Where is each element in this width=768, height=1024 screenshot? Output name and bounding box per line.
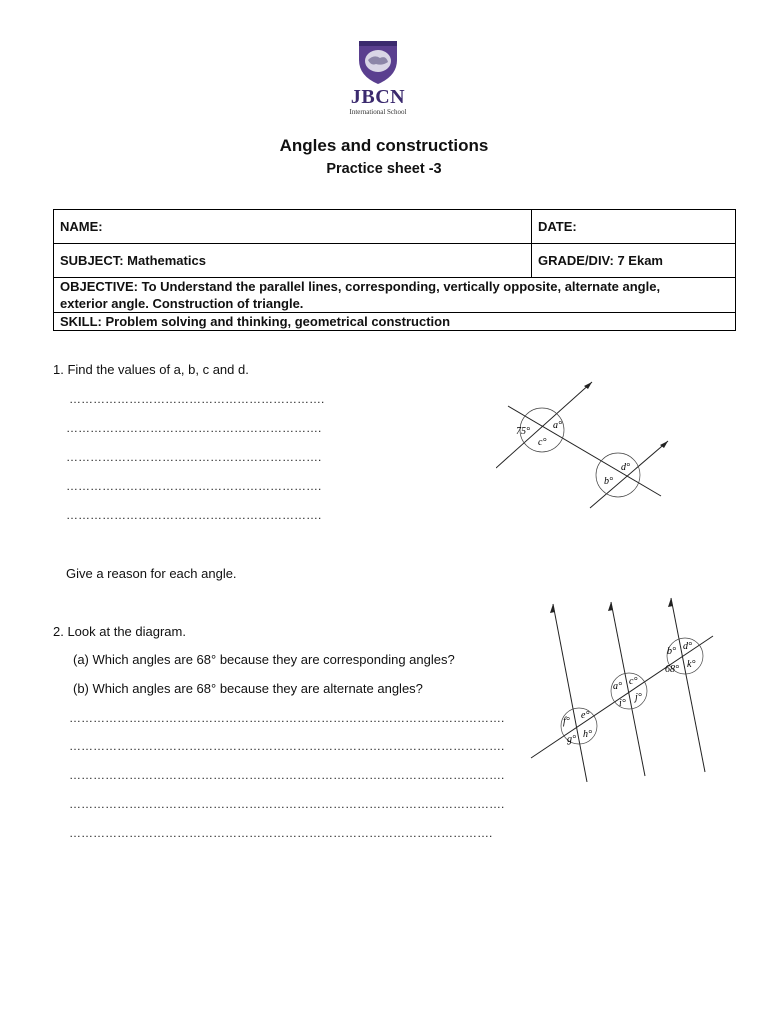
answer-line[interactable]: ………………………………………………………. xyxy=(66,479,322,493)
answer-line[interactable]: ………………………………………………………………………………………………. xyxy=(69,797,505,811)
page-subtitle: Practice sheet -3 xyxy=(326,161,442,177)
label-c: c° xyxy=(538,437,547,448)
grade-cell: GRADE/DIV: 7 Ekam xyxy=(532,244,736,278)
parallel-lines-figure-2 xyxy=(527,596,715,782)
label-75: 75° xyxy=(516,426,530,437)
label-j: j° xyxy=(635,692,642,703)
answer-line[interactable]: ………………………………………………………………………………………………. xyxy=(69,739,505,753)
label-f: f° xyxy=(563,716,570,727)
reason-prompt: Give a reason for each angle. xyxy=(66,566,237,581)
question-2-prompt: 2. Look at the diagram. xyxy=(53,624,186,639)
objective-line-2: exterior angle. Construction of triangle. xyxy=(60,296,304,311)
subject-cell: SUBJECT: Mathematics xyxy=(54,244,532,278)
answer-line[interactable]: ………………………………………………………. xyxy=(66,421,322,435)
question-1-prompt: 1. Find the values of a, b, c and d. xyxy=(53,362,249,377)
question-2a: (a) Which angles are 68° because they are corresponding angles? xyxy=(73,652,455,667)
label-b: b° xyxy=(667,646,676,657)
logo-subtext: International School xyxy=(349,108,407,116)
answer-line[interactable]: ………………………………………………………. xyxy=(69,392,325,406)
objective-cell xyxy=(54,278,736,313)
school-logo xyxy=(330,38,426,120)
parallel-lines-figure-1 xyxy=(496,378,691,510)
label-68: 68° xyxy=(665,664,679,675)
student-info-table xyxy=(53,209,736,331)
question-2b: (b) Which angles are 68° because they are alternate angles? xyxy=(73,681,423,696)
label-g: g° xyxy=(567,734,576,745)
answer-line[interactable]: ……………………………………………………………………………………………. xyxy=(69,826,493,840)
label-h: h° xyxy=(583,729,592,740)
label-d: d° xyxy=(621,462,630,473)
date-field[interactable]: DATE: xyxy=(532,210,736,244)
label-a: a° xyxy=(613,681,622,692)
label-a: a° xyxy=(553,420,562,431)
label-i: i° xyxy=(619,698,626,709)
label-c: c° xyxy=(629,676,638,687)
label-k: k° xyxy=(687,659,696,670)
answer-line[interactable]: ………………………………………………………………………………………………. xyxy=(69,768,505,782)
objective-line-1: OBJECTIVE: To Understand the parallel lines, corresponding, vertically opposite, alternate angle, xyxy=(60,279,661,294)
page-title: Angles and constructions xyxy=(279,136,489,155)
answer-line[interactable]: ………………………………………………………. xyxy=(66,450,322,464)
shield-emblem-icon xyxy=(330,38,426,88)
answer-line[interactable]: ………………………………………………………………………………………………. xyxy=(69,711,505,725)
label-d: d° xyxy=(683,641,692,652)
answer-line[interactable]: ………………………………………………………. xyxy=(66,508,322,522)
label-b: b° xyxy=(604,476,613,487)
logo-text: JBCN xyxy=(350,86,406,108)
name-field[interactable]: NAME: xyxy=(54,210,532,244)
label-e: e° xyxy=(581,710,590,721)
skill-cell: SKILL: Problem solving and thinking, geometrical construction xyxy=(54,313,736,331)
